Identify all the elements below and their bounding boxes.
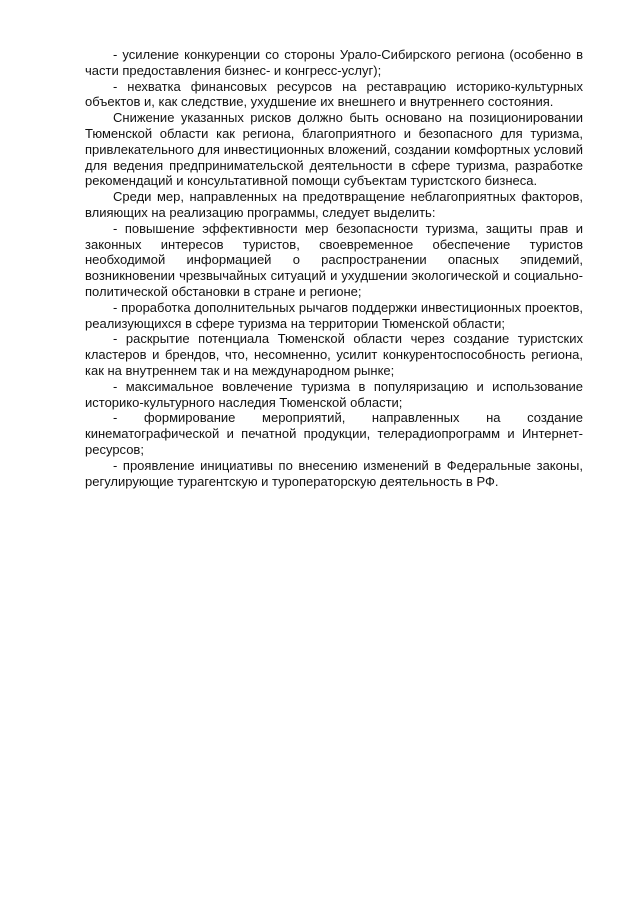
list-item-media-production: - формирование мероприятий, направленных на создание кинематографической и печатной продукции, телерадиопрограмм и Интернет-ресурсов;: [85, 410, 583, 457]
list-item-funding-shortage: - нехватка финансовых ресурсов на реставрацию историко-культурных объектов и, как следствие, ухудшение их внешнего и внутреннего состояния.: [85, 78, 583, 110]
list-item-clusters-brands: - раскрытие потенциала Тюменской области через создание туристских кластеров и брендов, что, несомненно, усилит конкурентоспособность региона, как на внутреннем так и на международном рынке;: [85, 331, 583, 378]
list-item-investment-support: - проработка дополнительных рычагов поддержки инвестиционных проектов, реализующихся в сфере туризма на территории Тюменской области;: [85, 299, 583, 331]
list-item-competition-risk: - усиление конкуренции со стороны Урало-Сибирского региона (особенно в части предоставления бизнес- и конгресс-услуг);: [85, 47, 583, 78]
document-page: [85, 47, 583, 489]
paragraph-measures-intro: Среди мер, направленных на предотвращение неблагоприятных факторов, влияющих на реализацию программы, следует выделить:: [85, 189, 583, 220]
list-item-legislative-initiative: - проявление инициативы по внесению изменений в Федеральные законы, регулирующие турагентскую и туроператорскую деятельность в РФ.: [85, 457, 583, 489]
paragraph-risk-reduction: Снижение указанных рисков должно быть основано на позиционировании Тюменской области как региона, благоприятного и безопасного для туризма, привлекательного для инвестиционных вложений, создании комфортных условий для ведения предпринимательской деятельности в сфере туризма, разработке рекомендаций и консультативной помощи субъектам туристского бизнеса.: [85, 110, 583, 189]
list-item-safety-measures: - повышение эффективности мер безопасности туризма, защиты прав и законных интересов туристов, своевременное обеспечение туристов необходимой информацией о распространении опасных эпидемий, возникновении чрезвычайных ситуаций и ухудшении экологической и социально-политической обстановки в стране и регионе;: [85, 220, 583, 299]
list-item-heritage-popularization: - максимальное вовлечение туризма в популяризацию и использование историко-культурного наследия Тюменской области;: [85, 378, 583, 410]
